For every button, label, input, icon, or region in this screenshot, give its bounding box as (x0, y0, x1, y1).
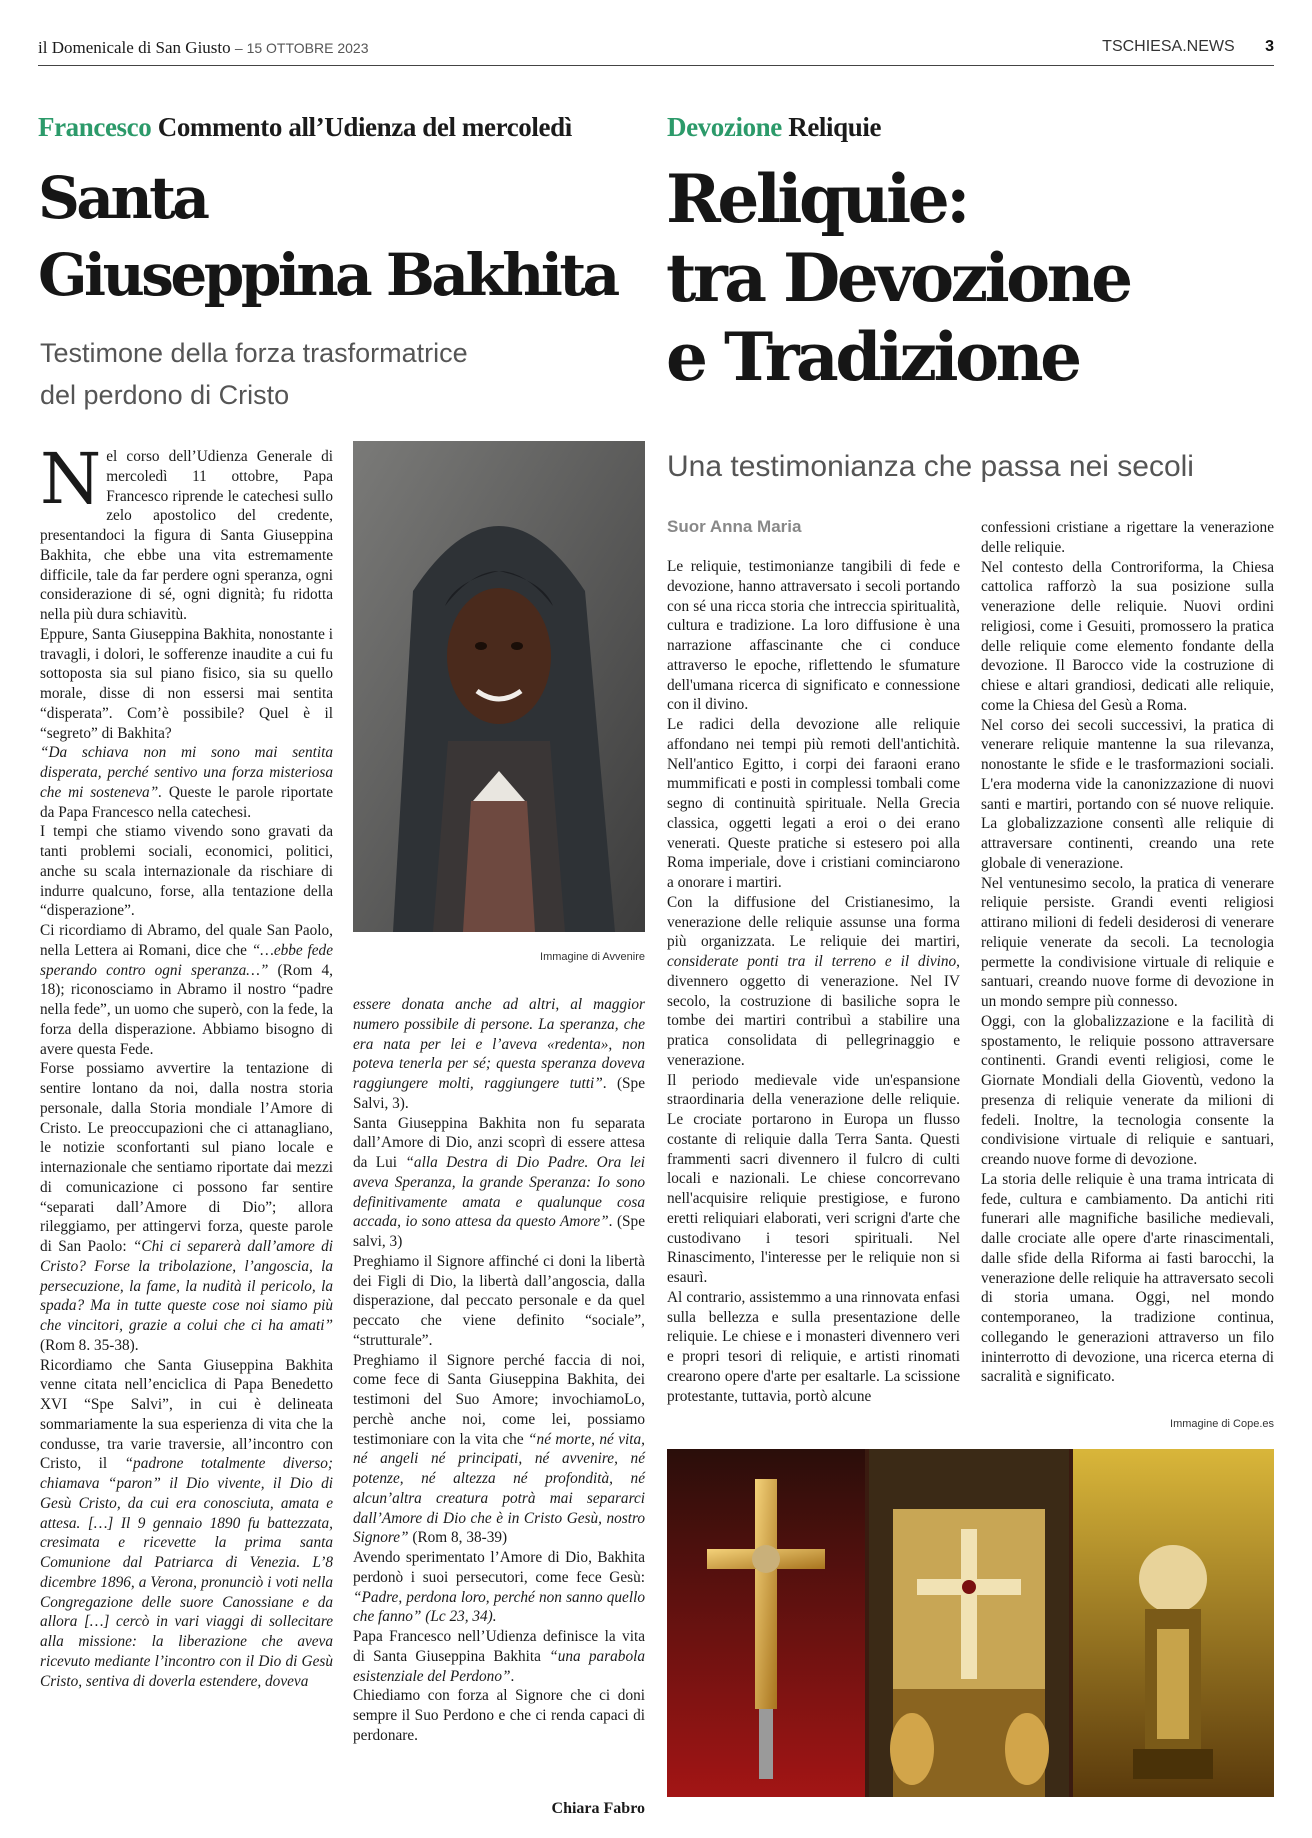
left-article-title (38, 160, 617, 314)
quote: “Padre, perdona loro, perché non sanno quello che fanno” (Lc 23, 34). (353, 1588, 645, 1626)
paragraph (353, 1627, 645, 1686)
left-kicker-section: Francesco (38, 112, 152, 142)
paragraph-text: . (510, 1667, 515, 1685)
quote: considerate ponti tra il terreno e il divino (667, 953, 957, 970)
right-title-line: e Tradizione (666, 318, 1079, 396)
paragraph (667, 893, 960, 1071)
paragraph: Nel ventunesimo secolo, la pratica di venerare reliquie persiste. Grandi eventi religiosi attirano milioni di fedeli desiderosi di venerare reliquie venerate da secoli. La tecnologia permette la condivisione virtuale di reliquie e santuari, creando nuove forme di devozione in un mondo sempre più connesso. (981, 874, 1274, 1010)
paragraph (353, 995, 645, 1114)
paragraph: Chiediamo con forza al Signore che ci doni sempre il Suo Perdono e che ci renda capaci di perdonare. (353, 1687, 645, 1744)
paragraph-text: Queste le parole riportate da Papa Francesco nella catechesi. (40, 783, 333, 821)
left-image-caption: Immagine di Avvenire (540, 951, 645, 963)
paragraph-text: Ricordiamo che Santa Giuseppina Bakhita venne citata nell’enciclica di Papa Benedetto XVI “Spe Salvi”, in cui è delineata sommariamente la sua esperienza di vita che la condusse, tra varie traversie, all’incontro con Cristo, il (40, 1356, 333, 1473)
paragraph-text: (Rom 4, 18); riconosciamo in Abramo il nostro “padre nella fede”, un uomo che superò, con la fede, la forza della disperazione. Abbiamo bisogno di avere questa Fede. (40, 961, 334, 1058)
right-title-line: Reliquie: (666, 160, 968, 238)
paragraph-text: Con la diffusione del Cristianesimo, la venerazione delle reliquie assunse una forma più organizzata. Le reliquie dei martiri, (667, 893, 960, 951)
right-image-caption: Immagine di Cope.es (1170, 1418, 1274, 1430)
paragraph: I tempi che stiamo vivendo sono gravati da tanti problemi sociali, economici, politici, anche su scala internazionale da rischiare di indurre qualcuno, forse, alla tentazione della “disperazione”. (40, 823, 333, 920)
paragraph-text: . (Spe salvi, 3) (353, 1213, 645, 1250)
paragraph-text: Papa Francesco nell’Udienza definisce la vita di Santa Giuseppina Bakhita (353, 1628, 645, 1665)
paragraph: Oggi, con la globalizzazione e la facilità di spostamento, le reliquie possono attraversare continenti. Grandi eventi religiosi, come le Giornate Mondiali della Gioventù, vedono la presenza di reliquie venerate da milioni di fedeli. Inoltre, la tecnologia consente la condivisione virtuale di reliquie e santuari, creando nuove forme di devozione. (981, 1012, 1274, 1168)
paragraph-text: Forse possiamo avvertire la tentazione di sentire lontano da noi, dalla nostra storia personale, dalla Storia mondiale l’Amore di Cristo. Le preoccupazioni che ci attanagliano, le notizie sconfortanti sul piano locale e internazionale che sentiamo riportate dai mezzi di comunicazione ci possono far sentire “separati dall’Amore di Dio”; allora rileggiamo, per attingervi forza, queste parole di San Paolo: (40, 1060, 333, 1255)
paragraph (353, 1351, 645, 1549)
quote: “alla Destra di Dio Padre. Ora lei aveva Speranza, la grande Speranza: Io sono definitivamente amata e qualunque cosa accada, io sono attesa da questo Amore” (353, 1154, 645, 1231)
right-column-2 (981, 518, 1274, 1387)
site-name: TSCHIESA.NEWS (1102, 38, 1235, 55)
paragraph-text: (Rom 8. 35-38). (40, 1336, 139, 1354)
left-column-1 (40, 438, 334, 1691)
quote: “padrone totalmente diverso; chiamava “paron” il Dio vivente, il Dio di Gesù Cristo, da cui era conosciuta, amata e attesa. […] Il 9 gennaio 1890 fu battezzata, cresimata e ricevette la prima santa Comunione dal Patriarca di Venezia. L’8 dicembre 1896, a Verona, pronunciò i voti nella Congregazione delle suore Canossiane e da allora […] cercò in vari viaggi di sollecitare alla missione: la liberazione che aveva ricevuto mediante l’incontro con il Dio di Gesù Cristo, sentiva di doverla estendere, doveva (40, 1455, 333, 1690)
paragraph (353, 1114, 645, 1252)
paragraph-text: Eppure, Santa Giuseppina Bakhita, nonostante i travagli, i dolori, le sofferenze inaudite a cui fu sottoposta sia sul piano fisico, sia su quello morale, disse di non essersi mai sentita “disperata”. Com’è possibile? Quel è il “segreto” di Bakhita? (40, 625, 333, 742)
drop-cap: N (40, 438, 102, 520)
left-subtitle-line: del perdono di Cristo (40, 380, 290, 410)
left-subtitle-line: Testimone della forza trasformatrice (40, 338, 468, 368)
paragraph (40, 438, 333, 625)
paragraph: Al contrario, assistemmo a una rinnovata enfasi sulla bellezza e sulla presentazione delle reliquie. Le chiese e i monasteri divennero veri e propri tesori di reliquie, e artisti rinomati crearono opere d'arte per esaltarle. La scissione protestante, tuttavia, portò alcune (667, 1288, 960, 1405)
portrait-photo (353, 441, 645, 932)
paragraph: Le reliquie, testimonianze tangibili di fede e devozione, hanno attraversato i secoli portando con sé una ricca storia che intreccia spiritualità, cultura e tradizione. La loro diffusione è una narrazione affascinante che ci conduce attraverso le epoche, riflettendo le sfumature dell'umana ricerca di significato e connessione con il divino. (667, 558, 960, 714)
paragraph-text: Ci ricordiamo di Abramo, del quale San Paolo, nella Lettera ai Romani, dice che (40, 922, 333, 959)
relics-photo-strip (667, 1449, 1274, 1797)
paragraph-text: el corso dell’Udienza Generale di mercoledì 11 ottobre, Papa Francesco riprende le catechesi sullo zelo apostolico del credente, presentandoci la figura di Santa Giuseppina Bakhita, che ebbe una vita estremamente difficile, tale da far perdere ogni speranza, ogni considerazione di sé, ogni dignità; fu ridotta nella più dura schiavitù. (40, 448, 333, 623)
paragraph: Nel contesto della Controriforma, la Chiesa cattolica rafforzò la sua posizione sulla venerazione delle reliquie. Nuovi ordini religiosi, come i Gesuiti, promossero la pratica delle reliquie come elemento fondante della devozione. Il Barocco vide la costruzione di chiese e altari grandiosi, dedicati alle reliquie, come la Chiesa del Gesù a Roma. (981, 558, 1274, 714)
paragraph (353, 1548, 645, 1627)
quote: “né morte, né vita, né angeli né principati, né avvenire, né potenze, né altezza né profondità, né alcun’altra creatura potrà mai separarci dall’Amore di Dio che è in Cristo Gesù, nostro Signore” (353, 1430, 645, 1547)
paragraph (40, 1059, 333, 1355)
left-title-line: Giuseppina Bakhita (38, 241, 617, 309)
quote: “una parabola esistenziale del Perdono” (353, 1647, 645, 1685)
right-kicker (667, 112, 881, 143)
left-kicker (38, 112, 572, 143)
right-kicker-topic: Reliquie (788, 112, 882, 142)
left-article-subtitle (40, 332, 600, 416)
right-author: Suor Anna Maria (667, 517, 802, 536)
issue-date: – 15 OTTOBRE 2023 (234, 40, 369, 56)
paragraph-text: Avendo sperimentato l’Amore di Dio, Bakhita perdonò i suoi persecutori, come fece Gesù: (353, 1549, 645, 1586)
left-column-2 (353, 995, 645, 1746)
right-column-1 (667, 557, 960, 1406)
paragraph (40, 1356, 333, 1692)
quote: “…ebbe fede sperando contro ogni speranza…” (40, 941, 333, 979)
paragraph-text: Preghiamo il Signore perché faccia di noi, come fece di Santa Giuseppina Bakhita, dei testimoni del Suo Amore; invochiamoLo, perchè anche noi, come lei, possiamo testimoniare con la vita che (353, 1351, 645, 1448)
left-author: Chiara Fabro (551, 1800, 645, 1817)
quote: “Da schiava non mi sono mai sentita disperata, perché sentivo una forza misteriosa che mi sosteneva”. (40, 744, 333, 801)
page-number: 3 (1265, 38, 1274, 55)
paragraph: confessioni cristiane a rigettare la venerazione delle reliquie. (981, 519, 1274, 556)
paragraph-text: Santa Giuseppina Bakhita non fu separata dall’Amore di Dio, anzi scoprì di essere attesa da Lui (353, 1114, 645, 1171)
paragraph-text: (Rom 8, 38-39) (408, 1529, 508, 1547)
publication-info (38, 38, 368, 58)
site-info (1102, 38, 1274, 56)
page-header (38, 36, 1274, 66)
paragraph: Nel corso dei secoli successivi, la pratica di venerare reliquie mantenne la sua rilevanza, nonostante le sfide e le trasformazioni sociali. L'era moderna vide la canonizzazione di nuovi santi e martiri, portando con sé nuove reliquie. La globalizzazione consentì alle reliquie di attraversare continenti, creando una rete globale di venerazione. (981, 716, 1274, 872)
right-kicker-section: Devozione (667, 112, 782, 142)
paragraph (40, 921, 333, 1059)
quote: “Chi ci separerà dall’amore di Cristo? Forse la tribolazione, l’angoscia, la persecuzione, la fame, la nudità il pericolo, la spada? Ma in tutte queste cose noi siamo più che vincitori, grazie a colui che ci ha amati” (40, 1238, 333, 1334)
paragraph: La storia delle reliquie è una trama intricata di fede, cultura e cambiamento. Da antichi riti funerari alle magnifiche basiliche medievali, dalle crociate alle opere d'arte rinascimentali, dalle sfide della Riforma ai fasti barocchi, la venerazione delle reliquie ha attraversato secoli di storia umana. Oggi, nel mondo contemporaneo, la tradizione continua, collegando le generazioni attraverso un filo ininterrotto di devozione, una ricerca eterna di sacralità e significato. (981, 1170, 1274, 1386)
paragraph: Il periodo medievale vide un'espansione straordinaria della venerazione delle reliquie. Le crociate portarono in Europa un flusso costante di reliquie dalla Terra Santa. Questi frammenti sacri divennero il fulcro di culti locali e nazionali. Le chiese concorrevano nell'acquisire reliquie prestigiose, e furono eretti reliquiari elaborati, veri scrigni d'arte che custodivano i tesori spirituali. Nel Rinascimento, l'interesse per le reliquie non si esaurì. (667, 1071, 960, 1286)
right-title-line: tra Devozione (666, 239, 1130, 317)
paragraph: Le radici della devozione alle reliquie affondano nei tempi più remoti dell'antichità. Nell'antico Egitto, i corpi dei faraoni erano mummificati e posti in complessi tombali come segno di continuità spirituale. Nella Grecia classica, oggetti legati a eroi o dei erano venerati. Queste pratiche si estesero poi alla Roma imperiale, dove i cristiani cominciarono a onorare i martiri. (667, 716, 960, 891)
publication-name: il Domenicale di San Giusto (38, 38, 231, 57)
quote: essere donata anche ad altri, al maggior numero possibile di persone. La speranza, che era nata per lei e l’aveva «redenta», non poteva tenerla per sé; questa speranza doveva raggiungere molti, raggiungere tutti” (353, 996, 645, 1092)
right-article-subtitle: Una testimonianza che passa nei secoli (667, 450, 1194, 483)
left-kicker-topic: Commento all’Udienza del mercoledì (157, 112, 572, 142)
paragraph (40, 625, 333, 823)
right-article-title (666, 160, 1130, 397)
paragraph: Preghiamo il Signore affinché ci doni la libertà dei Figli di Dio, la libertà dall’angoscia, dalla disperazione, dal peccato personale e da quel peccato che viene definito “sociale”, “strutturale”. (353, 1252, 645, 1349)
paragraph-text: , divennero oggetto di venerazione. Nel IV secolo, la costruzione di basiliche sopra le tombe dei martiri contribuì a stabilire una pratica consolidata di pellegrinaggio e venerazione. (667, 953, 960, 1069)
paragraph-text: . (Spe Salvi, 3). (353, 1075, 645, 1112)
left-title-line: Santa (38, 164, 207, 232)
